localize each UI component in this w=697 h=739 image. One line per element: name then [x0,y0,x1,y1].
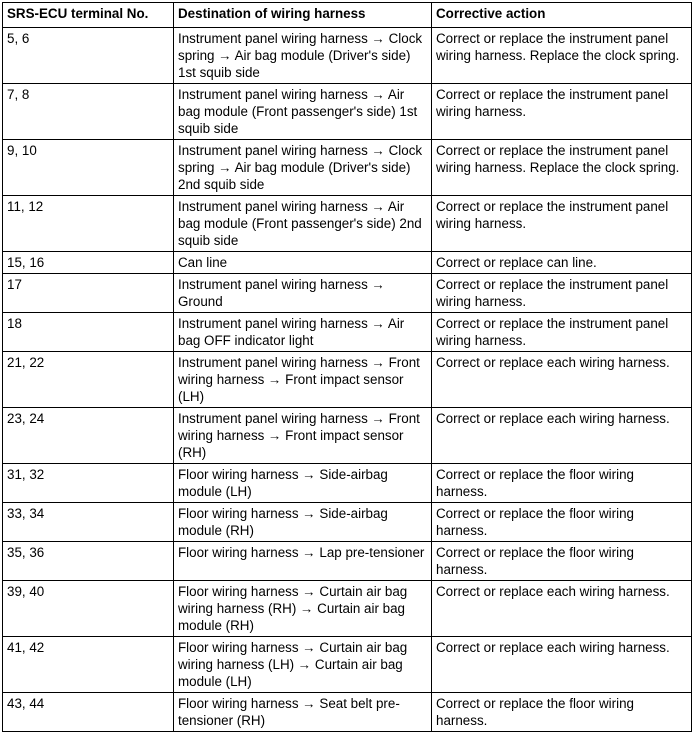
wiring-harness-table [2,2,692,732]
cell-corrective-action: Correct or replace the instrument panel wiring harness. [432,313,692,352]
cell-destination: Instrument panel wiring harness → Front wiring harness → Front impact sensor (LH) [174,352,432,408]
header-terminal: SRS-ECU terminal No. [3,3,174,28]
cell-destination: Instrument panel wiring harness → Air bag module (Front passenger's side) 2nd squib side [174,196,432,252]
cell-destination: Floor wiring harness → Seat belt pre-tensioner (RH) [174,693,432,732]
cell-terminal: 23, 24 [3,408,174,464]
table-row [3,252,692,274]
cell-corrective-action: Correct or replace each wiring harness. [432,637,692,693]
cell-terminal: 33, 34 [3,503,174,542]
cell-destination: Floor wiring harness → Side-airbag module (LH) [174,464,432,503]
table-row [3,274,692,313]
table-row [3,637,692,693]
cell-corrective-action: Correct or replace the instrument panel wiring harness. [432,274,692,313]
cell-destination: Floor wiring harness → Lap pre-tensioner [174,542,432,581]
cell-destination: Floor wiring harness → Side-airbag module (RH) [174,503,432,542]
cell-terminal: 17 [3,274,174,313]
cell-corrective-action: Correct or replace the instrument panel wiring harness. Replace the clock spring. [432,28,692,84]
table-row [3,503,692,542]
cell-terminal: 7, 8 [3,84,174,140]
cell-corrective-action: Correct or replace the floor wiring harness. [432,503,692,542]
table-row [3,313,692,352]
table-row [3,693,692,732]
cell-terminal: 43, 44 [3,693,174,732]
cell-corrective-action: Correct or replace the instrument panel wiring harness. [432,196,692,252]
cell-destination: Floor wiring harness → Curtain air bag wiring harness (RH) → Curtain air bag module (RH) [174,581,432,637]
table-row [3,196,692,252]
cell-terminal: 21, 22 [3,352,174,408]
cell-corrective-action: Correct or replace the instrument panel wiring harness. [432,84,692,140]
cell-corrective-action: Correct or replace the instrument panel wiring harness. Replace the clock spring. [432,140,692,196]
cell-corrective-action: Correct or replace the floor wiring harness. [432,464,692,503]
cell-destination: Instrument panel wiring harness → Air bag module (Front passenger's side) 1st squib side [174,84,432,140]
cell-corrective-action: Correct or replace the floor wiring harness. [432,693,692,732]
table-row [3,464,692,503]
cell-corrective-action: Correct or replace each wiring harness. [432,408,692,464]
cell-destination: Instrument panel wiring harness → Ground [174,274,432,313]
table-row [3,542,692,581]
cell-corrective-action: Correct or replace can line. [432,252,692,274]
cell-destination: Can line [174,252,432,274]
table-row [3,140,692,196]
table-header [3,3,692,28]
table-row [3,28,692,84]
cell-terminal: 18 [3,313,174,352]
cell-destination: Instrument panel wiring harness → Clock spring → Air bag module (Driver's side) 2nd squib side [174,140,432,196]
header-destination: Destination of wiring harness [174,3,432,28]
cell-corrective-action: Correct or replace each wiring harness. [432,352,692,408]
table-body [3,28,692,732]
cell-terminal: 5, 6 [3,28,174,84]
cell-terminal: 9, 10 [3,140,174,196]
cell-destination: Floor wiring harness → Curtain air bag wiring harness (LH) → Curtain air bag module (LH) [174,637,432,693]
table-row [3,581,692,637]
table-row [3,352,692,408]
cell-terminal: 15, 16 [3,252,174,274]
cell-terminal: 41, 42 [3,637,174,693]
cell-terminal: 39, 40 [3,581,174,637]
cell-terminal: 35, 36 [3,542,174,581]
cell-destination: Instrument panel wiring harness → Front wiring harness → Front impact sensor (RH) [174,408,432,464]
header-row [3,3,692,28]
cell-destination: Instrument panel wiring harness → Air bag OFF indicator light [174,313,432,352]
cell-destination: Instrument panel wiring harness → Clock spring → Air bag module (Driver's side) 1st squib side [174,28,432,84]
cell-corrective-action: Correct or replace each wiring harness. [432,581,692,637]
table-row [3,84,692,140]
wiring-harness-table-container [2,2,697,732]
cell-corrective-action: Correct or replace the floor wiring harness. [432,542,692,581]
cell-terminal: 31, 32 [3,464,174,503]
cell-terminal: 11, 12 [3,196,174,252]
header-corrective-action: Corrective action [432,3,692,28]
table-row [3,408,692,464]
